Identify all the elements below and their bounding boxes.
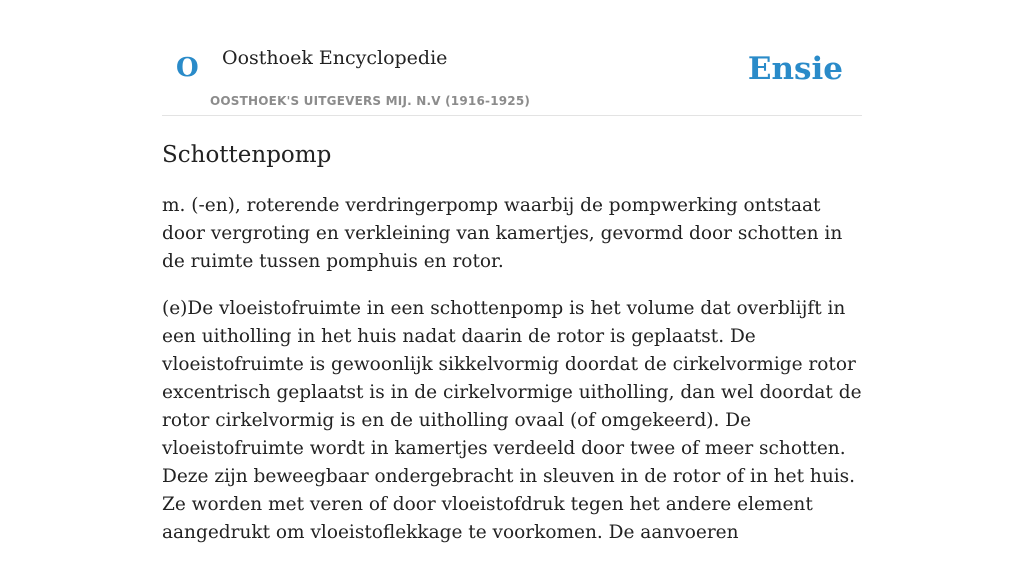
site-title[interactable]: Oosthoek Encyclopedie: [222, 47, 448, 69]
entry-paragraph-definition: m. (-en), roterende verdringerpomp waarbij de pompwerking ontstaat door vergroting en verkleining van kamertjes, gevormd door schotten in de ruimte tussen pomphuis en rotor.: [162, 195, 843, 272]
entry-title: Schottenpomp: [162, 142, 332, 168]
brand-logo[interactable]: Ensie: [747, 51, 843, 87]
site-logo-letter[interactable]: O: [176, 53, 199, 83]
entry-body: [162, 192, 862, 566]
site-subtitle: OOSTHOEK'S UITGEVERS MIJ. N.V (1916-1925): [210, 94, 531, 108]
entry-paragraph-description: (e)De vloeistofruimte in een schottenpomp is het volume dat overblijft in een uitholling in het huis nadat daarin de rotor is geplaatst. De vloeistofruimte is gewoonlijk sikkelvormig doordat de cirkelvormige rotor excentrisch geplaatst is in de cirkelvormige uitholling, dan wel doordat de rotor cirkelvormig is en de uitholling ovaal (of omgekeerd). De vloeistofruimte wordt in kamertjes verdeeld door twee of meer schotten. Deze zijn beweegbaar ondergebracht in sleuven in de rotor of in het huis. Ze worden met veren of door vloeistofdruk tegen het andere element aangedrukt om vloeistoflekkage te voorkomen. De aanvoeren: [162, 298, 862, 543]
site-header: [162, 0, 862, 116]
page: [162, 0, 862, 543]
